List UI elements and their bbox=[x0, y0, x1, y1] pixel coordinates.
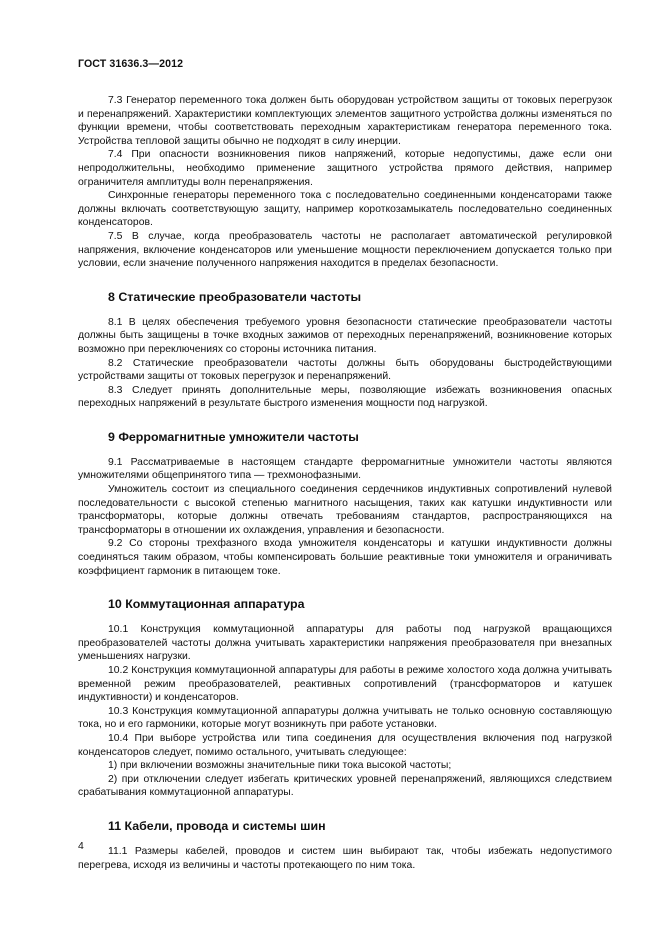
list-item: 1) при включении возможны значительные пики тока высокой частоты; bbox=[108, 760, 452, 772]
paragraph: 10.4 При выборе устройства или типа соединения для осуществления включения под нагрузкой конденсаторов следует, помимо остального, учитывать следующее: bbox=[78, 732, 612, 758]
paragraph: 10.2 Конструкция коммутационной аппаратуры для работы в режиме холостого хода должна учитывать временной режим преобразователей, реактивных сопротивлений (трансформаторов и катушек индуктивности) и конденсаторов. bbox=[78, 665, 612, 704]
paragraph: Синхронные генераторы переменного тока с последовательно соединенными конденсаторами также должны включать соответствующую защиту, например короткозамыкатель последовательно соединенных конденсаторов. bbox=[78, 190, 612, 229]
section-7-continuation bbox=[78, 94, 612, 271]
document-header: ГОСТ 31636.3—2012 bbox=[78, 58, 184, 70]
paragraph: 9.1 Рассматриваемые в настоящем стандарте ферромагнитные умножители частоты являются умножителями общепринятого типа — трехмонофазными. bbox=[78, 456, 612, 482]
section-9 bbox=[78, 430, 612, 578]
paragraph: 7.4 При опасности возникновения пиков напряжений, которые недопустимы, даже если они непродолжительны, необходимо применение защитного устройства прямого действия, например ограничителя амплитуды волн перенапряжения. bbox=[78, 149, 612, 188]
section-heading: 9 Ферромагнитные умножители частоты bbox=[108, 429, 359, 444]
list-item: 2) при отключении следует избегать критических уровней перенапряжений, являющихся следствием срабатывания коммутационной аппаратуры. bbox=[78, 773, 612, 799]
paragraph: 10.1 Конструкция коммутационной аппаратуры для работы под нагрузкой вращающихся преобразователей частоты должна учитывать характеристики напряжения преобразователя при внезапных уменьшениях нагрузки. bbox=[78, 624, 612, 663]
paragraph: 9.2 Со стороны трехфазного входа умножителя конденсаторы и катушки индуктивности должны соединяться таким образом, чтобы компенсировать большие реактивные токи умножителя и ограничивать коэффициент гармоник в питающем токе. bbox=[78, 538, 612, 577]
document-body bbox=[78, 94, 612, 872]
paragraph: 11.1 Размеры кабелей, проводов и систем шин выбирают так, чтобы избежать недопустимого перегрева, исходя из величины и частоты протекающего по ним тока. bbox=[78, 845, 612, 871]
section-8 bbox=[78, 290, 612, 411]
paragraph: 8.3 Следует принять дополнительные меры, позволяющие избежать возникновения опасных переходных напряжений в результате быстрого изменения мощности под нагрузкой. bbox=[78, 384, 612, 410]
paragraph: 10.3 Конструкция коммутационной аппаратуры должна учитывать не только основную составляющую тока, но и его гармоники, которые могут возникнуть при работе установки. bbox=[78, 705, 612, 731]
section-10 bbox=[78, 597, 612, 800]
section-heading: 11 Кабели, провода и системы шин bbox=[108, 818, 326, 833]
paragraph: Умножитель состоит из специального соединения сердечников индуктивных сопротивлений нулевой последовательности с высокой степенью магнитного насыщения, таких как катушки индуктивности или трансформаторы, которые должны отвечать требованиям стандартов, распространяющихся на трансформаторы в отношении их охлаждения, управления и безопасности. bbox=[78, 484, 612, 536]
section-heading: 10 Коммутационная аппаратура bbox=[108, 597, 305, 612]
paragraph: 7.3 Генератор переменного тока должен быть оборудован устройством защиты от токовых перегрузок и перенапряжений. Характеристики комплектующих элементов защитного устройства должны изменяться по функции времени, чтобы соответствовать переходным характеристикам генератора переменного тока. Устройства тепловой защиты обычно не подходят в силу инерции. bbox=[78, 95, 612, 147]
page-number: 4 bbox=[78, 841, 84, 852]
paragraph: 7.5 В случае, когда преобразователь частоты не располагает автоматической регулировкой напряжения, включение конденсаторов или уменьшение мощности переключением допускается только при условии, если значение полученного напряжения находится в пределах безопасности. bbox=[78, 230, 612, 270]
section-heading: 8 Статические преобразователи частоты bbox=[108, 289, 362, 304]
section-11 bbox=[78, 819, 612, 872]
paragraph: 8.2 Статические преобразователи частоты должны быть оборудованы быстродействующими устройствами защиты от токовых перегрузок и перенапряжений. bbox=[78, 357, 612, 383]
paragraph: 8.1 В целях обеспечения требуемого уровня безопасности статические преобразователи частоты должны быть защищены в точке входных зажимов от переходных перенапряжений, возникновение которых возможно при переключениях со стороны источника питания. bbox=[78, 316, 612, 355]
